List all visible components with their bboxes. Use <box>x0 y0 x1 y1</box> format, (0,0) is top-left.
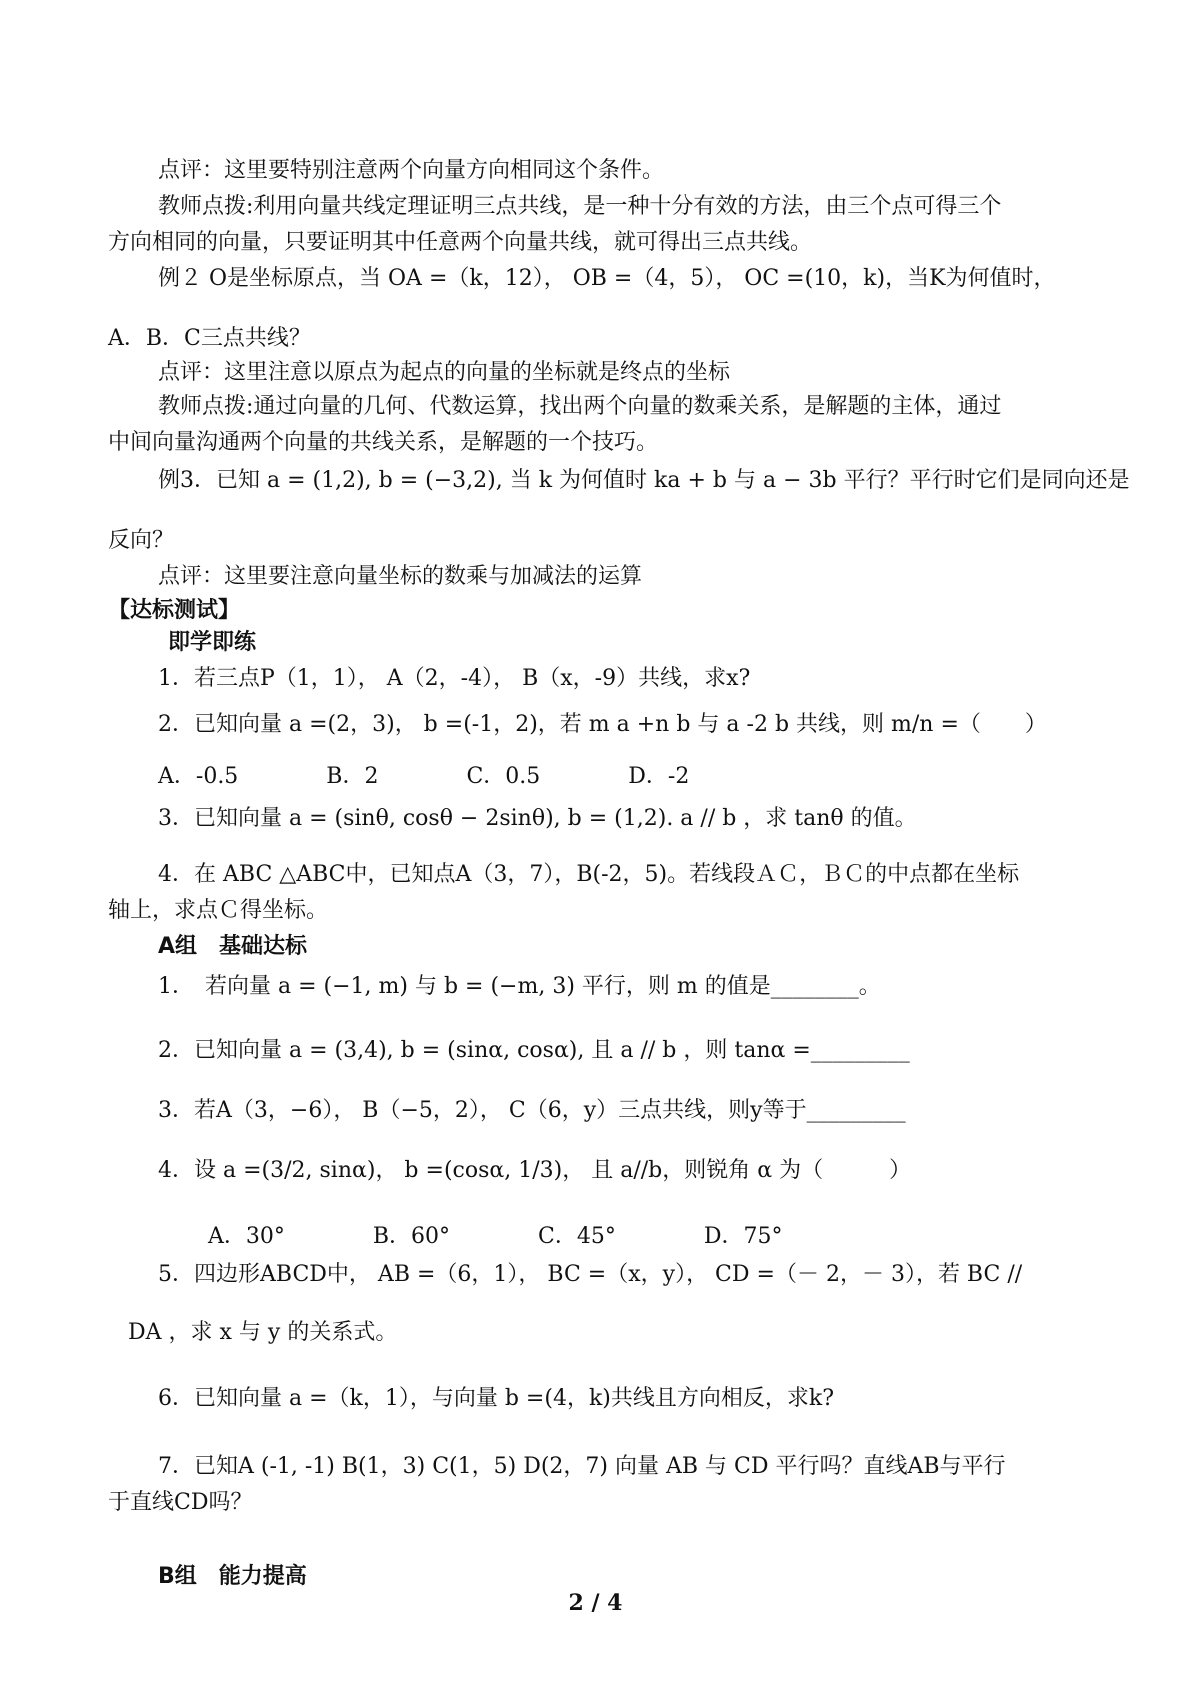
text-line: 点评：这里要特别注意两个向量方向相同这个条件。 <box>158 158 665 183</box>
text-line: 反向？ <box>108 528 175 553</box>
text-line: 轴上，求点Ｃ得坐标。 <box>108 898 329 923</box>
section-heading: A组 基础达标 <box>158 934 308 959</box>
section-heading: 即学即练 <box>168 630 257 655</box>
text-line: 6．已知向量 a =（k，1），与向量 b =(4，k)共线且方向相反，求k? <box>158 1386 834 1411</box>
text-line: 中间向量沟通两个向量的共线关系，是解题的一个技巧。 <box>108 430 659 455</box>
text-line: 点评：这里注意以原点为起点的向量的坐标就是终点的坐标 <box>158 360 731 385</box>
text-line: 1． 若向量 a = (−1, m) 与 b = (−m, 3) 平行，则 m 的值是________。 <box>158 974 881 999</box>
text-line: 点评：这里要注意向量坐标的数乘与加减法的运算 <box>158 564 643 589</box>
text-line: 5．四边形ABCD中， AB =（6，1）， BC =（x，y）， CD =（－ 2，－ 3），若 BC // <box>158 1262 1023 1287</box>
text-line: 3．若A（3，−6）， B（−5，2）， C（6，y）三点共线，则y等于_________ <box>158 1098 906 1123</box>
text-line: 7．已知A (-1, -1) B(1，3) C(1，5) D(2，7) 向量 AB 与 CD 平行吗？直线AB与平行 <box>158 1454 1006 1479</box>
text-line: 例3．已知 a = (1,2), b = (−3,2), 当 k 为何值时 ka + b 与 a − 3b 平行？平行时它们是同向还是 <box>158 468 1130 493</box>
text-line: 1．若三点P（1，1）， A（2，-4）， B（x，-9）共线，求x? <box>158 666 751 691</box>
text-line: DA ，求 x 与 y 的关系式。 <box>128 1320 398 1345</box>
text-line: 3．已知向量 a = (sinθ, cosθ − 2sinθ), b = (1,2). a // b ，求 tanθ 的值。 <box>158 806 917 831</box>
text-line: 2．已知向量 a = (3,4), b = (sinα, cosα), 且 a // b ，则 tanα =_________ <box>158 1038 910 1063</box>
text-line: 教师点拨:利用向量共线定理证明三点共线，是一种十分有效的方法，由三个点可得三个 <box>158 194 1002 219</box>
section-heading: B组 能力提高 <box>158 1564 307 1589</box>
text-line: 2．已知向量 a =(2，3)， b =(-1，2)，若 m a +n b 与 a -2 b 共线，则 m/n =（ ） <box>158 712 1047 737</box>
text-line: 例２ O是坐标原点，当 OA =（k，12）， OB =（4，5）， OC =(10，k)，当K为何值时， <box>158 266 1056 291</box>
text-line: 于直线CD吗？ <box>108 1490 253 1515</box>
text-line: 方向相同的向量，只要证明其中任意两个向量共线，就可得出三点共线。 <box>108 230 813 255</box>
text-line: A．-0.5 B．2 C．0.5 D．-2 <box>158 764 690 789</box>
text-line: 4．设 a =(3/2, sinα)， b =(cosα, 1/3)， 且 a//b，则锐角 α 为（ ） <box>158 1158 912 1183</box>
section-heading: 【达标测试】 <box>108 598 241 623</box>
text-line: A．B．C三点共线？ <box>108 326 311 351</box>
text-line: 4．在 ABC △ABC中，已知点A（3，7），B(-2，5)。若线段ＡＣ，ＢＣ的中点都在坐标 <box>158 862 1020 887</box>
page-number: 2 / 4 <box>568 1590 623 1616</box>
text-line: 教师点拨:通过向量的几何、代数运算，找出两个向量的数乘关系，是解题的主体，通过 <box>158 394 1002 419</box>
text-line: A．30° B．60° C．45° D．75° <box>208 1224 783 1249</box>
